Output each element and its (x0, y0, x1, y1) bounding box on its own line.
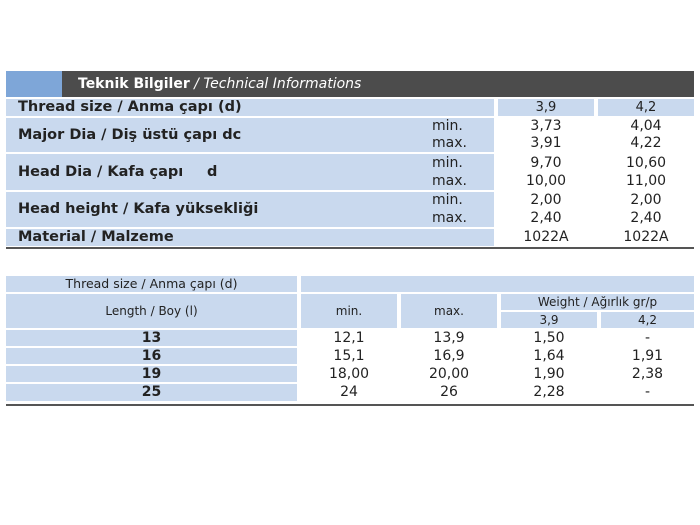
spec-major-dia-max-1: 3,91 (498, 135, 594, 152)
header-title (78, 71, 361, 97)
len-row-weight-2: - (601, 330, 694, 346)
len-row-length: 16 (6, 348, 297, 364)
spec-head-height-min-1: 2,00 (498, 192, 594, 209)
spec-head-height-max-label: max. (432, 210, 467, 226)
spec-size-1: 3,9 (498, 99, 594, 116)
spec-head-height-min-2: 2,00 (598, 192, 694, 209)
len-row-max: 26 (401, 384, 497, 401)
header-title-en: Technical Informations (203, 76, 362, 92)
spec-major-dia-min-1: 3,73 (498, 118, 594, 135)
len-row-weight-2: 1,91 (601, 348, 694, 364)
len-row-weight-2: - (601, 384, 694, 401)
len-row-min: 15,1 (301, 348, 397, 364)
len-row-weight-1: 2,28 (501, 384, 597, 401)
spec-material-label: Material / Malzeme (18, 229, 174, 245)
len-row-min: 18,00 (301, 366, 397, 382)
spec-material-1: 1022A (498, 229, 594, 246)
len-row-length: 19 (6, 366, 297, 382)
len-size-1: 3,9 (501, 312, 597, 328)
spec-head-height-max-2: 2,40 (598, 209, 694, 227)
spec-head-height-max-1: 2,40 (498, 209, 594, 227)
spec-head-dia-max-label: max. (432, 173, 467, 189)
spec-major-dia-min-2: 4,04 (598, 118, 694, 135)
spec-major-dia-label: Major Dia / Diş üstü çapı dc (18, 127, 242, 143)
header-title-tr: Teknik Bilgiler (78, 76, 190, 92)
len-length-label: Length / Boy (l) (6, 294, 297, 328)
len-row-min: 12,1 (301, 330, 397, 346)
len-max-label: max. (401, 294, 497, 328)
spec-head-height-label: Head height / Kafa yüksekliği (18, 201, 259, 217)
len-min-label: min. (301, 294, 397, 328)
spec-head-height-min-label: min. (432, 192, 463, 208)
len-thread-span-cell (301, 276, 694, 292)
spec-head-dia-min-2: 10,60 (598, 154, 694, 172)
spec-head-dia-label: Head Dia / Kafa çapı (18, 164, 184, 180)
len-size-2: 4,2 (601, 312, 694, 328)
spec-head-dia-max-2: 11,00 (598, 172, 694, 190)
len-row-length: 25 (6, 384, 297, 401)
spec-major-dia-max-2: 4,22 (598, 135, 694, 152)
len-row-weight-2: 2,38 (601, 366, 694, 382)
len-row-weight-1: 1,64 (501, 348, 597, 364)
header-title-sep: / (189, 76, 204, 92)
spec-thread-label: Thread size / Anma çapı (d) (18, 99, 242, 115)
spec-material-2: 1022A (598, 229, 694, 246)
spec-head-dia-min-label: min. (432, 155, 463, 171)
len-row-max: 16,9 (401, 348, 497, 364)
len-row-weight-1: 1,50 (501, 330, 597, 346)
spec-head-dia-max-1: 10,00 (498, 172, 594, 190)
spec-major-dia-max-label: max. (432, 135, 467, 151)
len-row-length: 13 (6, 330, 297, 346)
len-weight-label: Weight / Ağırlık gr/p (501, 294, 694, 310)
len-thread-label: Thread size / Anma çapı (d) (65, 276, 238, 291)
spec-size-2: 4,2 (598, 99, 694, 116)
spec-table-bottom-rule (6, 247, 694, 249)
len-row-min: 24 (301, 384, 397, 401)
len-row-max: 20,00 (401, 366, 497, 382)
spec-head-dia-symbol: d (207, 164, 218, 180)
header-accent-swatch (6, 71, 62, 97)
spec-head-dia-min-1: 9,70 (498, 154, 594, 172)
len-table-bottom-rule (6, 404, 694, 406)
spec-major-dia-min-label: min. (432, 118, 463, 134)
len-row-weight-1: 1,90 (501, 366, 597, 382)
len-row-max: 13,9 (401, 330, 497, 346)
